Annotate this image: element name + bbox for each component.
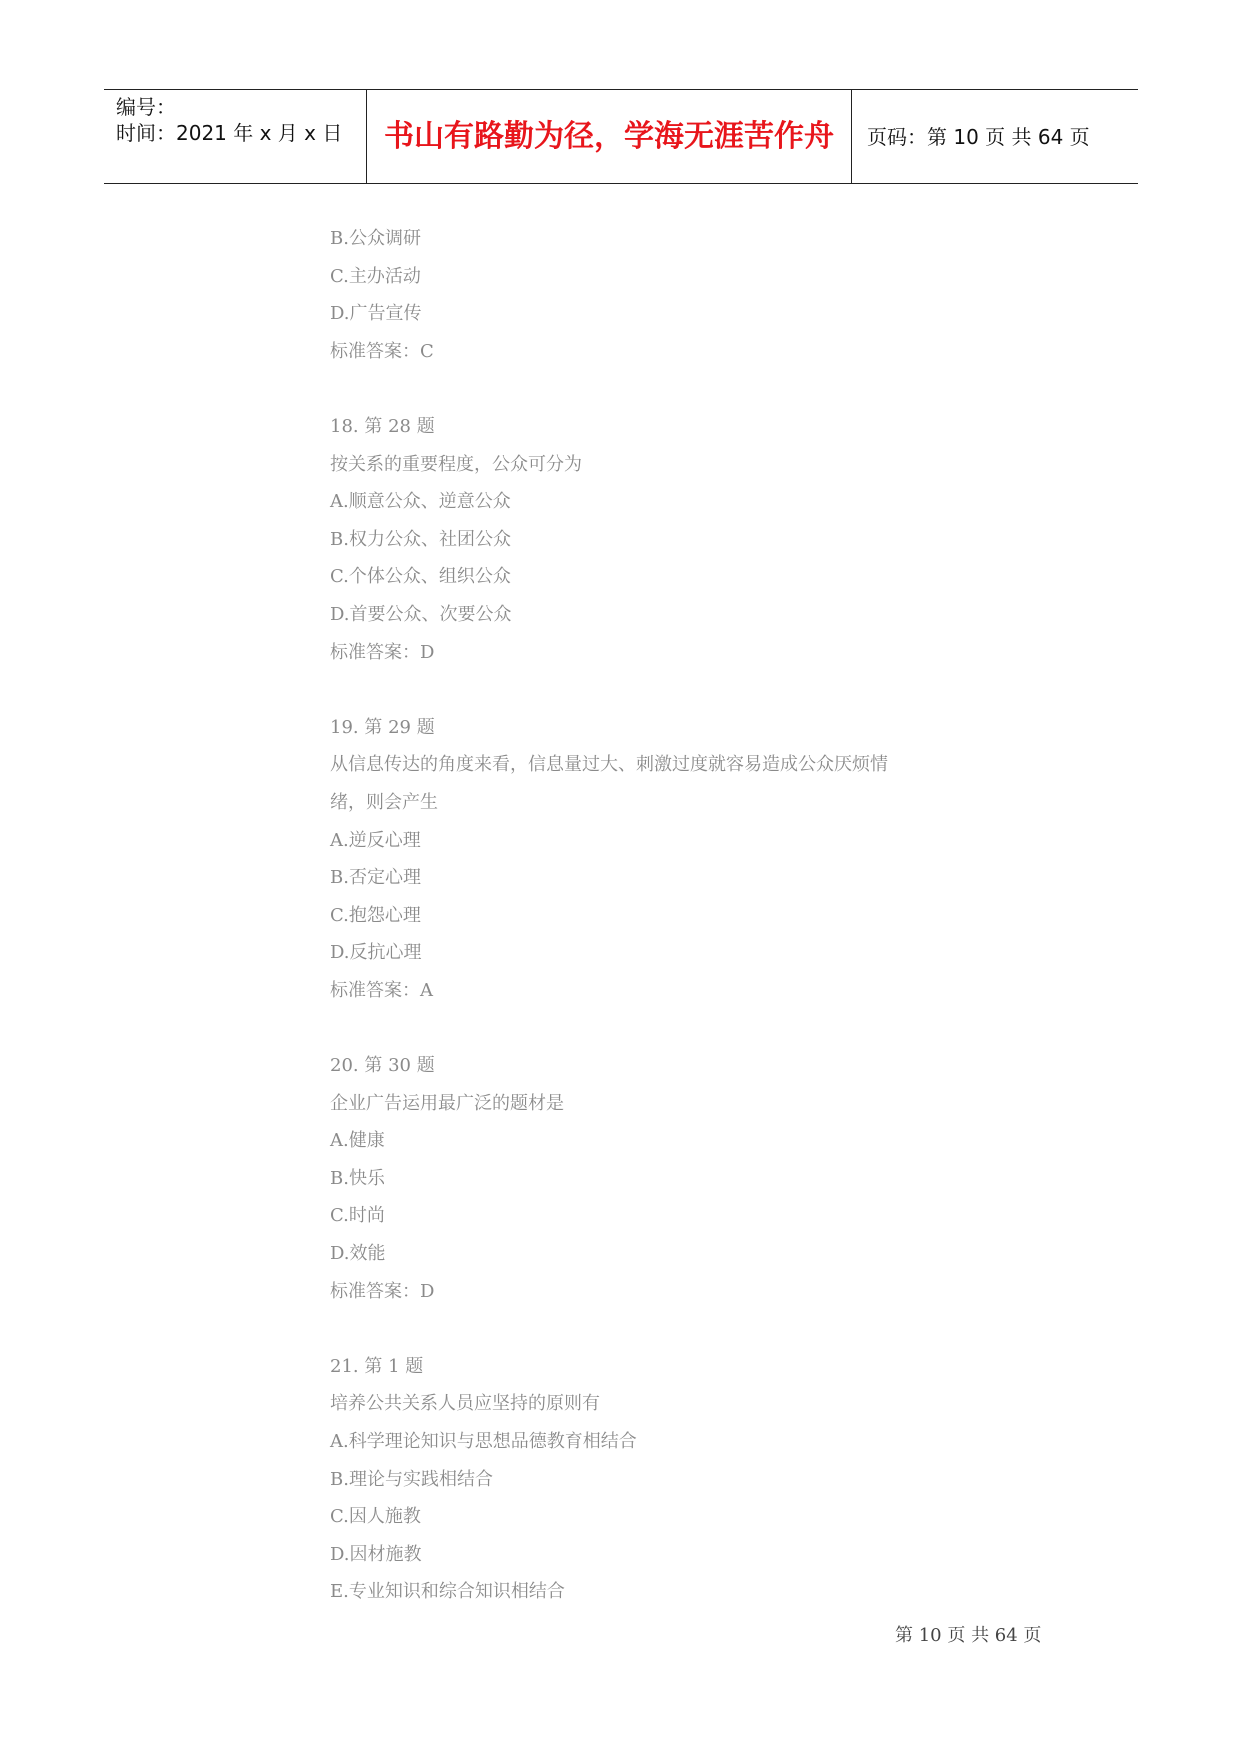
- question-stem: 绪，则会产生: [330, 791, 438, 813]
- question-stem: 培养公共关系人员应坚持的原则有: [330, 1393, 600, 1415]
- option-item: C.时尚: [330, 1205, 385, 1227]
- page-footer: 第 10 页 共 64 页: [895, 1625, 1042, 1646]
- option-item: C.抱怨心理: [330, 904, 421, 926]
- option-item: D.反抗心理: [330, 942, 422, 964]
- motto-text: 书山有路勤为径，学海无涯苦作舟: [384, 119, 834, 154]
- spacer: [330, 370, 1030, 408]
- option-item: A.科学理论知识与思想品德教育相结合: [330, 1431, 637, 1452]
- option-item: C.个体公众、组织公众: [330, 566, 511, 588]
- header-meta-cell: [104, 90, 367, 183]
- option-item: A.逆反心理: [330, 829, 421, 851]
- question-list: [330, 220, 1030, 1611]
- option-item: B.否定心理: [330, 867, 421, 889]
- option-item: C.因人施教: [330, 1506, 421, 1528]
- answer-line: 标准答案：D: [330, 1280, 435, 1302]
- spacer: [330, 1310, 1030, 1348]
- page-header: [104, 89, 1138, 184]
- option-item: A.顺意公众、逆意公众: [330, 491, 511, 513]
- answer-line: 标准答案：C: [330, 340, 434, 362]
- number-label: 编号：: [116, 95, 176, 119]
- option-item: E.专业知识和综合知识相结合: [330, 1581, 565, 1603]
- option-item: D.首要公众、次要公众: [330, 603, 512, 625]
- question-number: 18. 第 28 题: [330, 415, 435, 437]
- option-item: B.权力公众、社团公众: [330, 528, 511, 550]
- option-item: B.公众调研: [330, 228, 421, 249]
- spacer: [330, 1009, 1030, 1047]
- header-page-cell: [853, 90, 1138, 183]
- question-number: 19. 第 29 题: [330, 716, 435, 738]
- header-motto-cell: [367, 90, 852, 183]
- option-item: D.广告宣传: [330, 303, 422, 325]
- answer-line: 标准答案：D: [330, 641, 435, 663]
- question-stem: 按关系的重要程度，公众可分为: [330, 453, 582, 475]
- option-item: D.效能: [330, 1243, 386, 1265]
- time-label: 时间：2021 年 x 月 x 日: [116, 121, 343, 145]
- option-item: B.理论与实践相结合: [330, 1468, 493, 1490]
- option-item: B.快乐: [330, 1167, 385, 1189]
- question-stem: 从信息传达的角度来看，信息量过大、刺激过度就容易造成公众厌烦情: [330, 754, 888, 776]
- question-number: 21. 第 1 题: [330, 1355, 424, 1377]
- option-item: A.健康: [330, 1130, 385, 1152]
- question-number: 20. 第 30 题: [330, 1055, 435, 1077]
- question-stem: 企业广告运用最广泛的题材是: [330, 1092, 564, 1114]
- option-item: D.因材施教: [330, 1543, 422, 1565]
- header-page-info: 页码：第 10 页 共 64 页: [867, 125, 1090, 149]
- option-item: C.主办活动: [330, 265, 421, 287]
- answer-line: 标准答案：A: [330, 979, 433, 1001]
- spacer: [330, 671, 1030, 709]
